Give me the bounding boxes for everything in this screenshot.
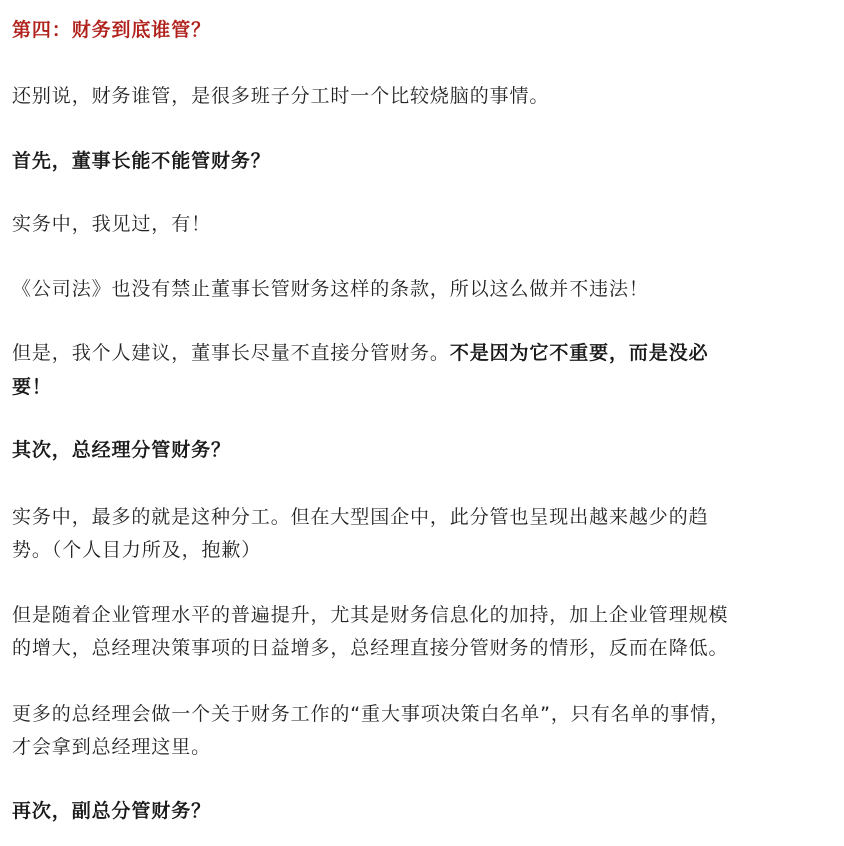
suggestion-emphasis: 不是因为它不重要，而是没必 <box>449 342 709 364</box>
paragraph-practice: 实务中，我见过，有！ <box>12 213 212 235</box>
paragraph-company-law: 《公司法》也没有禁止董事长管财务这样的条款，所以这么做并不违法！ <box>12 278 649 300</box>
paragraph-whitelist-line2: 才会拿到总经理这里。 <box>12 736 212 758</box>
heading-general-manager: 其次，总经理分管财务？ <box>12 439 231 461</box>
heading-chairman: 首先，董事长能不能管财务？ <box>12 150 271 172</box>
suggestion-emphasis-cont: 要！ <box>12 376 52 398</box>
paragraph-trend-line1: 但是随着企业管理水平的普遍提升，尤其是财务信息化的加持，加上企业管理规模 <box>12 604 729 626</box>
section-title: 第四：财务到底谁管？ <box>12 19 212 41</box>
paragraph-intro: 还别说，财务谁管，是很多班子分工时一个比较烧脑的事情。 <box>12 85 550 107</box>
paragraph-gm-line2: 势。（个人目力所及，抱歉） <box>12 539 262 561</box>
paragraph-gm-line1: 实务中，最多的就是这种分工。但在大型国企中，此分管也呈现出越来越少的趋 <box>12 506 709 528</box>
suggestion-text: 但是，我个人建议，董事长尽量不直接分管财务。 <box>12 342 450 364</box>
heading-deputy: 再次，副总分管财务？ <box>12 800 212 822</box>
paragraph-suggestion <box>12 341 709 365</box>
paragraph-trend-line2: 的增大，总经理决策事项的日益增多，总经理直接分管财务的情形，反而在降低。 <box>12 637 729 659</box>
paragraph-whitelist-line1: 更多的总经理会做一个关于财务工作的“重大事项决策白名单”，只有名单的事情， <box>12 703 730 725</box>
